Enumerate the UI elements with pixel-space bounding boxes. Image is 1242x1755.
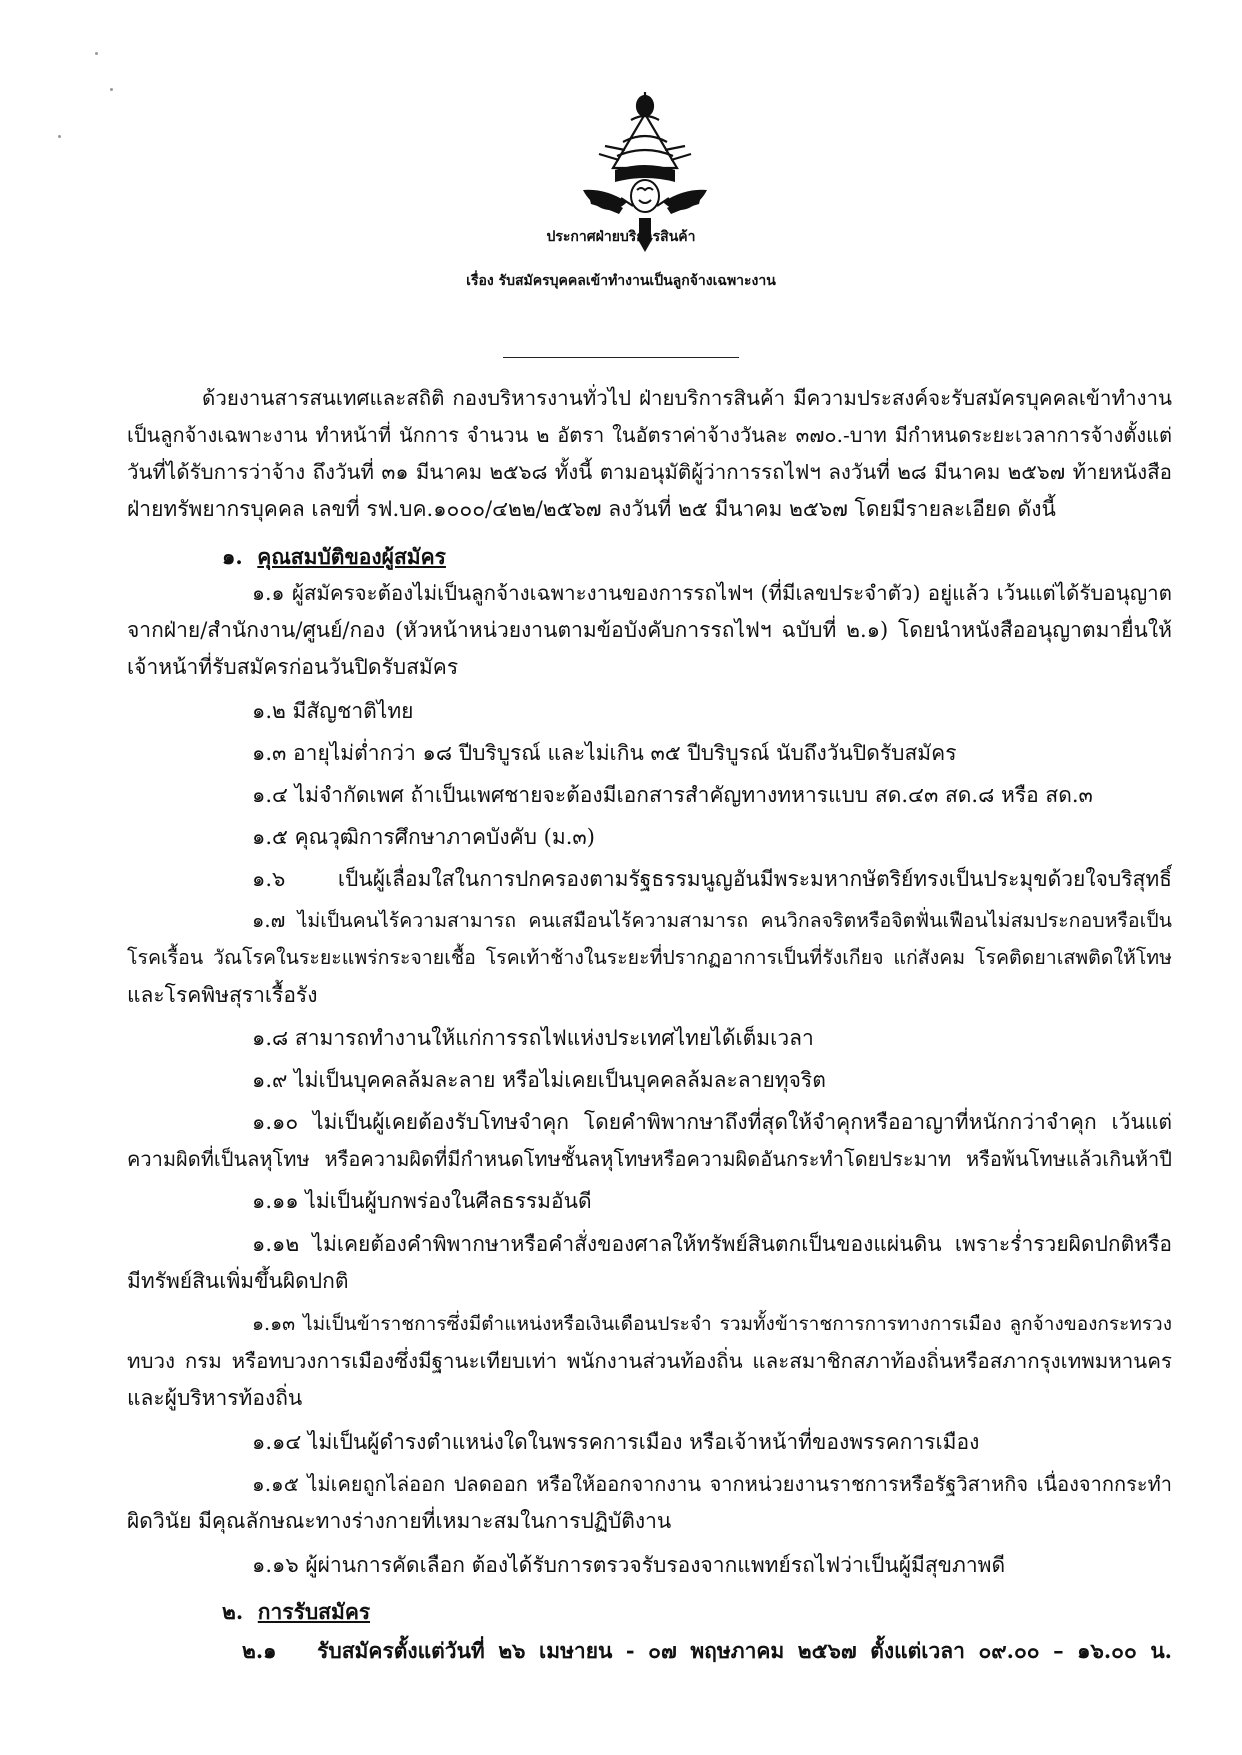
- qualification-line: ๑.๖ เป็นผู้เลื่อมใสในการปกครองตามรัฐธรรมนูญอันมีพระมหากษัตริย์ทรงเป็นประมุขด้วยใจบริสุทธิ์: [252, 867, 1172, 891]
- qualification-line: ๑.๗ ไม่เป็นคนไร้ความสามารถ คนเสมือนไร้ความสามารถ คนวิกลจริตหรือจิตฟั่นเฟือนไม่สมประกอบหรือเป็น: [252, 909, 1172, 932]
- qualification-line: ๑.๑๖ ผู้ผ่านการคัดเลือก ต้องได้รับการตรวจรับรองจากแพทย์รถไฟว่าเป็นผู้มีสุขภาพดี: [252, 1553, 1006, 1577]
- qualification-line: ๑.๙ ไม่เป็นบุคคลล้มละลาย หรือไม่เคยเป็นบุคคลล้มละลายทุจริต: [252, 1068, 826, 1092]
- section-1-title: คุณสมบัติของผู้สมัคร: [257, 544, 446, 569]
- qualification-line: ๑.๘ สามารถทำงานให้แก่การรถไฟแห่งประเทศไทยได้เต็มเวลา: [252, 1026, 814, 1050]
- qualification-line: ความผิดที่เป็นลหุโทษ หรือความผิดที่มีกำหนดโทษชั้นลหุโทษหรือความผิดอันกระทำโดยประมาท หรือพ้นโทษแล้วเกินห้าปี: [127, 1147, 1172, 1171]
- qualification-line: ๑.๑๕ ไม่เคยถูกไล่ออก ปลดออก หรือให้ออกจากงาน จากหน่วยงานราชการหรือรัฐวิสาหกิจ เนื่องจากกระทำ: [252, 1472, 1172, 1496]
- qualification-line: ๑.๑๒ ไม่เคยต้องคำพิพากษาหรือคำสั่งของศาลให้ทรัพย์สินตกเป็นของแผ่นดิน เพราะร่ำรวยผิดปกติหรือ: [252, 1232, 1172, 1256]
- qualification-line: ๑.๑๔ ไม่เป็นผู้ดำรงตำแหน่งใดในพรรคการเมือง หรือเจ้าหน้าที่ของพรรคการเมือง: [252, 1430, 980, 1454]
- intro-line: ด้วยงานสารสนเทศและสถิติ กองบริหารงานทั่วไป ฝ่ายบริการสินค้า มีความประสงค์จะรับสมัครบุคคลเข้าทำงาน: [202, 386, 1172, 410]
- announcement-subject: เรื่อง รับสมัครบุคคลเข้าทำงานเป็นลูกจ้างเฉพาะงาน: [466, 273, 776, 289]
- qualification-line: ทบวง กรม หรือทบวงการเมืองซึ่งมีฐานะเทียบเท่า พนักงานส่วนท้องถิ่น และสมาชิกสภาท้องถิ่นหรือสภากรุงเทพมหานคร: [127, 1349, 1172, 1373]
- section-1-heading: [222, 539, 446, 575]
- qualification-line: ๑.๑๐ ไม่เป็นผู้เคยต้องรับโทษจำคุก โดยคำพิพากษาถึงที่สุดให้จำคุกหรืออาญาที่หนักกว่าจำคุก เว้นแต่: [252, 1110, 1172, 1134]
- scan-speck: [58, 135, 61, 138]
- qualification-line: ๑.๔ ไม่จำกัดเพศ ถ้าเป็นเพศชายจะต้องมีเอกสารสำคัญทางทหารแบบ สด.๔๓ สด.๘ หรือ สด.๓: [252, 783, 1093, 807]
- scan-speck: [95, 52, 98, 55]
- qualification-line: ๑.๑๓ ไม่เป็นข้าราชการซึ่งมีตำแหน่งหรือเงินเดือนประจำ รวมทั้งข้าราชการการทางการเมือง ลูกจ้างของกระทรวง: [252, 1313, 1172, 1335]
- section-2-heading: [222, 1594, 370, 1630]
- section-2-title: การรับสมัคร: [257, 1599, 371, 1624]
- qualification-line: และผู้บริหารท้องถิ่น: [127, 1386, 303, 1410]
- qualification-line: ๑.๒ มีสัญชาติไทย: [252, 699, 414, 723]
- application-period-line: [242, 1633, 1172, 1669]
- qualification-line: เจ้าหน้าที่รับสมัครก่อนวันปิดรับสมัคร: [127, 655, 459, 679]
- scan-speck: [110, 88, 113, 91]
- section-2-number: ๒.: [222, 1599, 244, 1624]
- qualification-line: และโรคพิษสุราเรื้อรัง: [127, 983, 318, 1007]
- section-1-number: ๑.: [222, 544, 243, 569]
- intro-line: ฝ่ายทรัพยากรบุคคล เลขที่ รฟ.บค.๑๐๐๐/๔๒๒/๒๕๖๗ ลงวันที่ ๒๕ มีนาคม ๒๕๖๗ โดยมีรายละเอียด ดังนี้: [127, 497, 1056, 521]
- document-body: [127, 0, 1172, 1755]
- qualification-line: ผิดวินัย มีคุณลักษณะทางร่างกายที่เหมาะสมในการปฏิบัติงาน: [127, 1509, 672, 1533]
- intro-line: เป็นลูกจ้างเฉพาะงาน ทำหน้าที่ นักการ จำนวน ๒ อัตรา ในอัตราค่าจ้างวันละ ๓๗๐.-บาท มีกำหนดระยะเวลาการจ้างตั้งแต่: [127, 423, 1172, 447]
- qualification-line: มีทรัพย์สินเพิ่มขึ้นผิดปกติ: [127, 1269, 349, 1293]
- qualification-line: ๑.๑๑ ไม่เป็นผู้บกพร่องในศีลธรรมอันดี: [252, 1189, 592, 1213]
- announcement-title: ประกาศฝ่ายบริการสินค้า: [546, 229, 696, 245]
- qualification-line: ๑.๓ อายุไม่ต่ำกว่า ๑๘ ปีบริบูรณ์ และไม่เกิน ๓๕ ปีบริบูรณ์ นับถึงวันปิดรับสมัคร: [252, 741, 957, 765]
- application-period-text: รับสมัครตั้งแต่วันที่ ๒๖ เมษายน - ๐๗ พฤษภาคม ๒๕๖๗ ตั้งแต่เวลา ๐๙.๐๐ – ๑๖.๐๐ น.: [317, 1638, 1172, 1663]
- qualification-line: ๑.๑ ผู้สมัครจะต้องไม่เป็นลูกจ้างเฉพาะงานของการรถไฟฯ (ที่มีเลขประจำตัว) อยู่แล้ว เว้นแต่ได้รับอนุญาต: [252, 581, 1172, 605]
- qualification-line: ๑.๕ คุณวุฒิการศึกษาภาคบังคับ (ม.๓): [252, 825, 595, 849]
- application-item-number: ๒.๑: [242, 1638, 277, 1663]
- qualification-line: จากฝ่าย/สำนักงาน/ศูนย์/กอง (หัวหน้าหน่วยงานตามข้อบังคับการรถไฟฯ ฉบับที่ ๒.๑) โดยนำหนังสืออนุญาตมายื่นให้: [127, 618, 1172, 642]
- intro-line: วันที่ได้รับการว่าจ้าง ถึงวันที่ ๓๑ มีนาคม ๒๕๖๘ ทั้งนี้ ตามอนุมัติผู้ว่าการรถไฟฯ ลงวันที่ ๒๘ มีนาคม ๒๕๖๗ ท้ายหนังสือ: [127, 460, 1172, 484]
- qualification-line: โรคเรื้อน วัณโรคในระยะแพร่กระจายเชื้อ โรคเท้าช้างในระยะที่ปรากฏอาการเป็นที่รังเกียจ แก่สังคม โรคติดยาเสพติดให้โทษ: [127, 946, 1172, 969]
